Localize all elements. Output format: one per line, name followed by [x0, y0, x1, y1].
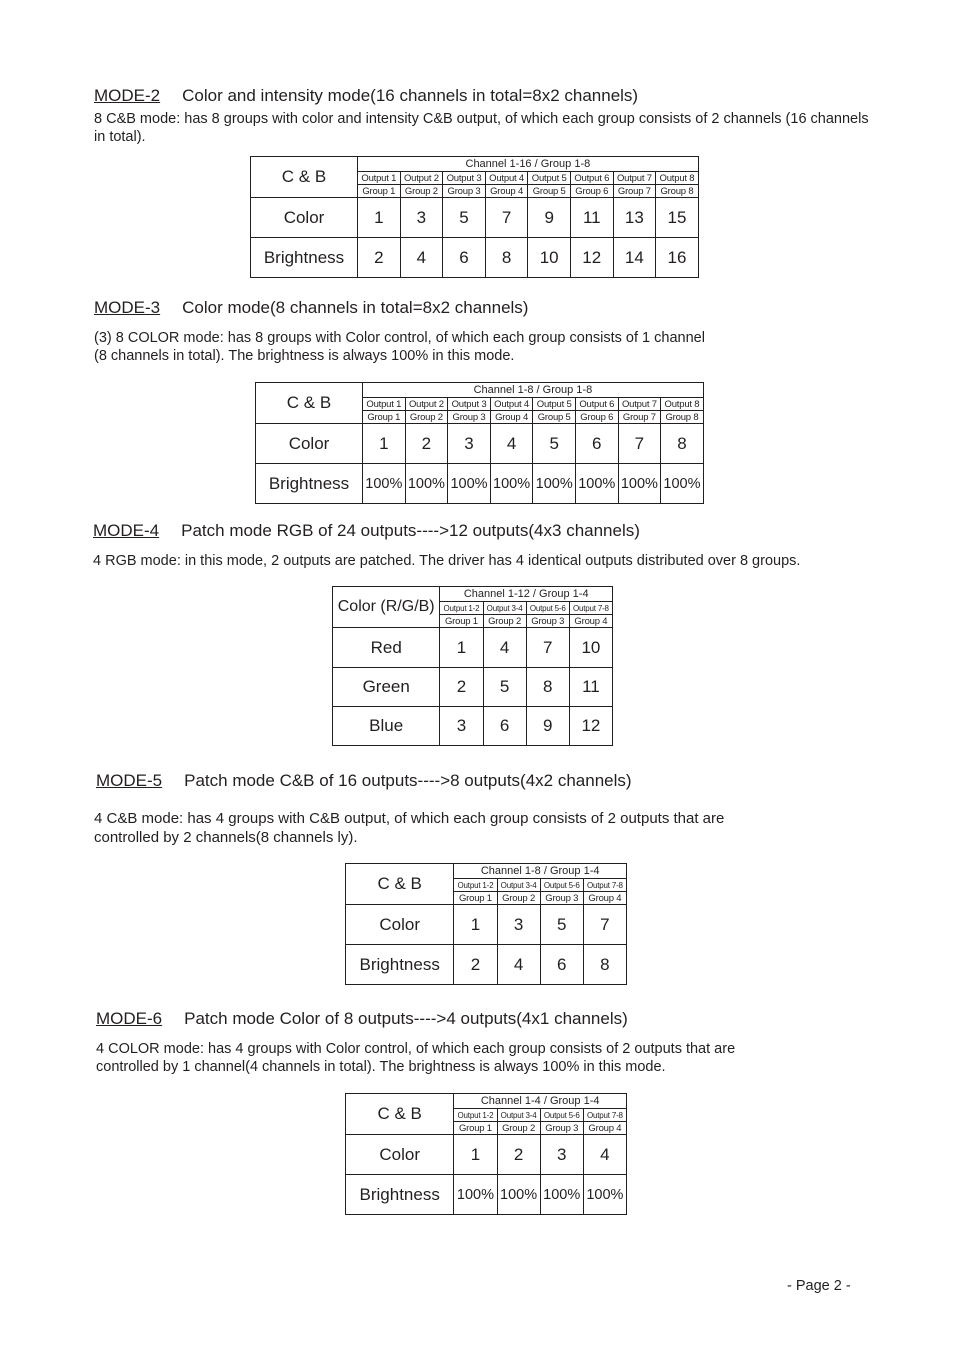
table-row: [346, 1175, 627, 1215]
output-header: Output 5: [528, 172, 571, 185]
cell-value: 2: [405, 424, 448, 464]
cell-value: 3: [400, 198, 443, 238]
table-row: [333, 668, 613, 707]
output-header: Output 2: [405, 398, 448, 411]
cell-value: 5: [540, 905, 583, 945]
table-corner: C & B: [251, 157, 358, 198]
cell-value: 100%: [405, 464, 448, 504]
output-header: Output 7: [613, 172, 656, 185]
cell-value: 6: [540, 945, 583, 985]
group-header: Group 7: [613, 185, 656, 198]
group-header: Group 3: [526, 615, 569, 628]
row-label: Brightness: [251, 238, 358, 278]
row-label: Brightness: [346, 1175, 454, 1215]
mode-5-description: [94, 809, 724, 847]
output-header: Output 5-6: [526, 602, 569, 615]
cell-value: 1: [454, 905, 497, 945]
cell-value: 7: [526, 628, 569, 668]
mode-5-label: MODE-5: [96, 771, 163, 790]
mode-3-title: Color mode(8 channels in total=8x2 channels): [182, 298, 529, 317]
cell-value: 3: [497, 905, 540, 945]
cell-value: 10: [528, 238, 571, 278]
cell-value: 100%: [575, 464, 618, 504]
row-label: Brightness: [346, 945, 454, 985]
group-header: Group 4: [569, 615, 612, 628]
row-label: Color: [346, 905, 454, 945]
output-header: Output 6: [575, 398, 618, 411]
group-header: Group 1: [454, 892, 497, 905]
mode-3-label: MODE-3: [94, 298, 161, 317]
mode-3-description: [94, 329, 705, 365]
table-corner: C & B: [346, 864, 454, 905]
cell-value: 5: [533, 424, 576, 464]
mode-5-heading: [96, 771, 632, 791]
row-label: Color: [256, 424, 363, 464]
cell-value: 6: [483, 707, 526, 746]
group-header: Group 4: [490, 411, 533, 424]
row-label: Color: [346, 1135, 454, 1175]
cell-value: 9: [528, 198, 571, 238]
cell-value: 4: [497, 945, 540, 985]
output-header: Output 5-6: [540, 1109, 583, 1122]
group-header: Group 7: [618, 411, 661, 424]
table-corner: C & B: [256, 383, 363, 424]
table-row: [333, 707, 613, 746]
group-header: Group 5: [528, 185, 571, 198]
cell-value: 1: [358, 198, 401, 238]
output-header: Output 3: [443, 172, 486, 185]
channel-header: Channel 1-16 / Group 1-8: [358, 157, 699, 172]
table-corner: C & B: [346, 1094, 454, 1135]
output-header: Output 5: [533, 398, 576, 411]
group-header: Group 3: [540, 1122, 583, 1135]
mode-2-heading: [94, 86, 638, 106]
cell-value: 8: [583, 945, 626, 985]
mode-6-description: [96, 1040, 735, 1076]
channel-header: Channel 1-12 / Group 1-4: [440, 587, 613, 602]
row-label: Red: [333, 628, 440, 668]
mode-4-title: Patch mode RGB of 24 outputs---->12 outputs(4x3 channels): [181, 521, 640, 540]
group-header: Group 3: [448, 411, 491, 424]
group-header: Group 2: [405, 411, 448, 424]
table-row: [251, 238, 699, 278]
mode-2-description: 8 C&B mode: has 8 groups with color and intensity C&B output, of which each group consists of 2 channels (16 channels in total).: [94, 111, 869, 145]
mode-2-table: [250, 156, 699, 278]
cell-value: 100%: [490, 464, 533, 504]
cell-value: 3: [440, 707, 483, 746]
output-header: Output 7: [618, 398, 661, 411]
table-row: [346, 905, 627, 945]
group-header: Group 4: [583, 1122, 626, 1135]
mode-6-heading: [96, 1009, 628, 1029]
channel-header: Channel 1-4 / Group 1-4: [454, 1094, 627, 1109]
cell-value: 6: [575, 424, 618, 464]
output-header: Output 8: [661, 398, 704, 411]
group-header: Group 1: [358, 185, 401, 198]
group-header: Group 6: [570, 185, 613, 198]
cell-value: 14: [613, 238, 656, 278]
output-header: Output 3-4: [497, 1109, 540, 1122]
description-line: (8 channels in total). The brightness is always 100% in this mode.: [94, 348, 515, 364]
output-header: Output 1-2: [454, 1109, 497, 1122]
mode-3-table: [255, 382, 704, 504]
group-header: Group 8: [656, 185, 699, 198]
cell-value: 4: [583, 1135, 626, 1175]
description-line: (3) 8 COLOR mode: has 8 groups with Color control, of which each group consists of 1 channel: [94, 330, 705, 346]
cell-value: 6: [443, 238, 486, 278]
group-header: Group 1: [440, 615, 483, 628]
output-header: Output 4: [490, 398, 533, 411]
cell-value: 100%: [540, 1175, 583, 1215]
cell-value: 10: [569, 628, 612, 668]
table-row: [346, 1135, 627, 1175]
cell-value: 8: [485, 238, 528, 278]
mode-6-title: Patch mode Color of 8 outputs---->4 outputs(4x1 channels): [184, 1009, 628, 1028]
mode-6-table: [345, 1093, 627, 1215]
cell-value: 2: [358, 238, 401, 278]
cell-value: 3: [540, 1135, 583, 1175]
row-label: Color: [251, 198, 358, 238]
mode-5-title: Patch mode C&B of 16 outputs---->8 outputs(4x2 channels): [184, 771, 632, 790]
cell-value: 7: [583, 905, 626, 945]
group-header: Group 6: [575, 411, 618, 424]
output-header: Output 3-4: [497, 879, 540, 892]
cell-value: 1: [454, 1135, 497, 1175]
row-label: Blue: [333, 707, 440, 746]
table-row: [256, 424, 704, 464]
cell-value: 16: [656, 238, 699, 278]
group-header: Group 1: [363, 411, 406, 424]
cell-value: 9: [526, 707, 569, 746]
output-header: Output 1-2: [440, 602, 483, 615]
cell-value: 3: [448, 424, 491, 464]
group-header: Group 2: [400, 185, 443, 198]
cell-value: 8: [661, 424, 704, 464]
description-line: 4 COLOR mode: has 4 groups with Color control, of which each group consists of 2 outputs that are: [96, 1041, 736, 1057]
cell-value: 7: [485, 198, 528, 238]
mode-3-heading: [94, 298, 528, 318]
mode-2-label: MODE-2: [94, 86, 161, 105]
cell-value: 7: [618, 424, 661, 464]
cell-value: 13: [613, 198, 656, 238]
output-header: Output 7-8: [583, 1109, 626, 1122]
group-header: Group 4: [583, 892, 626, 905]
cell-value: 1: [440, 628, 483, 668]
mode-5-table: [345, 863, 627, 985]
group-header: Group 4: [485, 185, 528, 198]
group-header: Group 3: [443, 185, 486, 198]
output-header: Output 7-8: [583, 879, 626, 892]
table-row: [256, 464, 704, 504]
cell-value: 100%: [497, 1175, 540, 1215]
output-header: Output 5-6: [540, 879, 583, 892]
mode-4-heading: [93, 521, 640, 541]
output-header: Output 3-4: [483, 602, 526, 615]
group-header: Group 3: [540, 892, 583, 905]
cell-value: 5: [483, 668, 526, 707]
group-header: Group 2: [483, 615, 526, 628]
cell-value: 8: [526, 668, 569, 707]
description-line: 4 C&B mode: has 4 groups with C&B output, of which each group consists of 2 outputs that are: [94, 810, 725, 827]
group-header: Group 5: [533, 411, 576, 424]
output-header: Output 4: [485, 172, 528, 185]
mode-4-label: MODE-4: [93, 521, 160, 540]
channel-header: Channel 1-8 / Group 1-8: [363, 383, 704, 398]
cell-value: 15: [656, 198, 699, 238]
mode-4-table: [332, 586, 613, 746]
output-header: Output 3: [448, 398, 491, 411]
description-line: controlled by 2 channels(8 channels ly).: [94, 829, 358, 846]
output-header: Output 1-2: [454, 879, 497, 892]
output-header: Output 1: [358, 172, 401, 185]
cell-value: 100%: [363, 464, 406, 504]
table-corner: Color (R/G/B): [333, 587, 440, 628]
group-header: Group 2: [497, 1122, 540, 1135]
channel-header: Channel 1-8 / Group 1-4: [454, 864, 627, 879]
mode-2-title: Color and intensity mode(16 channels in total=8x2 channels): [182, 86, 639, 105]
group-header: Group 2: [497, 892, 540, 905]
output-header: Output 1: [363, 398, 406, 411]
cell-value: 4: [483, 628, 526, 668]
mode-4-description: 4 RGB mode: in this mode, 2 outputs are patched. The driver has 4 identical outputs distributed over 8 groups.: [93, 553, 801, 569]
cell-value: 100%: [533, 464, 576, 504]
mode-6-label: MODE-6: [96, 1009, 163, 1028]
cell-value: 4: [400, 238, 443, 278]
page-number: - Page 2 -: [787, 1278, 851, 1294]
description-line: controlled by 1 channel(4 channels in total). The brightness is always 100% in this mode.: [96, 1059, 666, 1075]
cell-value: 12: [569, 707, 612, 746]
row-label: Brightness: [256, 464, 363, 504]
output-header: Output 8: [656, 172, 699, 185]
output-header: Output 7-8: [569, 602, 612, 615]
cell-value: 11: [569, 668, 612, 707]
cell-value: 2: [454, 945, 497, 985]
row-label: Green: [333, 668, 440, 707]
cell-value: 1: [363, 424, 406, 464]
cell-value: 11: [570, 198, 613, 238]
cell-value: 100%: [448, 464, 491, 504]
table-row: [346, 945, 627, 985]
group-header: Group 1: [454, 1122, 497, 1135]
cell-value: 100%: [661, 464, 704, 504]
cell-value: 5: [443, 198, 486, 238]
cell-value: 100%: [454, 1175, 497, 1215]
cell-value: 4: [490, 424, 533, 464]
cell-value: 2: [440, 668, 483, 707]
cell-value: 100%: [618, 464, 661, 504]
table-row: [333, 628, 613, 668]
output-header: Output 6: [570, 172, 613, 185]
table-row: [251, 198, 699, 238]
cell-value: 2: [497, 1135, 540, 1175]
cell-value: 100%: [583, 1175, 626, 1215]
output-header: Output 2: [400, 172, 443, 185]
group-header: Group 8: [661, 411, 704, 424]
cell-value: 12: [570, 238, 613, 278]
